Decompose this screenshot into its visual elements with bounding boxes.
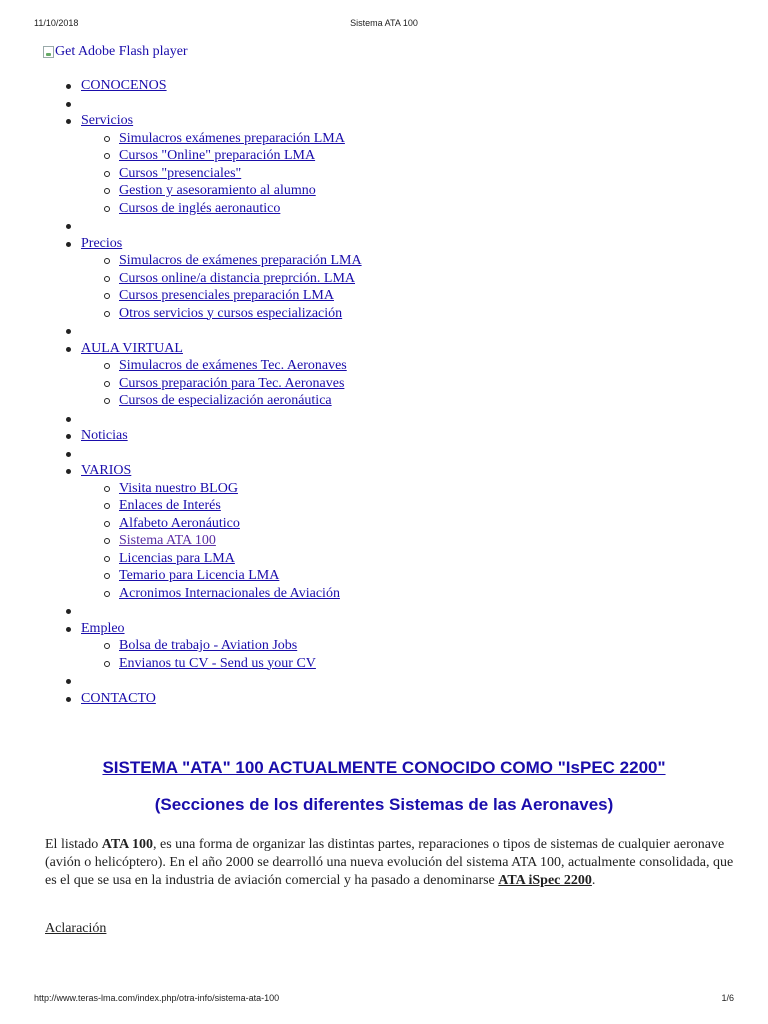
nav-item-empty bbox=[0, 322, 362, 340]
para-prefix: El listado bbox=[45, 837, 102, 852]
nav-item-varios bbox=[0, 462, 362, 602]
submenu-item bbox=[0, 182, 362, 200]
submenu-item bbox=[0, 515, 362, 533]
submenu-link[interactable]: Enlaces de Interés bbox=[119, 498, 221, 513]
broken-image-icon bbox=[43, 46, 54, 58]
submenu-link[interactable]: Acronimos Internacionales de Aviación bbox=[119, 585, 340, 601]
submenu-link[interactable]: Temario para Licencia LMA bbox=[119, 568, 280, 583]
submenu-link[interactable]: Simulacros de exámenes preparación LMA bbox=[119, 253, 362, 268]
flash-player-alt-text: Get Adobe Flash player bbox=[55, 44, 188, 59]
nav-link-noticias[interactable]: Noticias bbox=[81, 428, 128, 443]
submenu-link[interactable]: Licencias para LMA bbox=[119, 550, 235, 566]
nav-item-empty bbox=[0, 410, 362, 428]
submenu-link[interactable]: Cursos de inglés aeronautico bbox=[119, 200, 281, 216]
submenu-item bbox=[0, 550, 362, 568]
nav-item-empty bbox=[0, 602, 362, 620]
submenu-link[interactable]: Visita nuestro BLOG bbox=[119, 480, 238, 496]
flash-player-link[interactable] bbox=[43, 44, 188, 60]
submenu-link[interactable]: Envianos tu CV - Send us your CV bbox=[119, 655, 316, 671]
nav-link-servicios[interactable]: Servicios bbox=[81, 113, 134, 128]
submenu-link[interactable]: Cursos presenciales preparación LMA bbox=[119, 288, 334, 303]
submenu-link-current[interactable]: Sistema ATA 100 bbox=[119, 533, 216, 548]
submenu-link[interactable]: Cursos preparación para Tec. Aeronaves bbox=[119, 375, 345, 391]
print-title: Sistema ATA 100 bbox=[350, 18, 418, 28]
submenu-link[interactable]: Otros servicios y cursos especialización bbox=[119, 305, 343, 321]
submenu-item bbox=[0, 375, 362, 393]
main-nav bbox=[0, 77, 362, 707]
submenu-item bbox=[0, 305, 362, 323]
print-date: 11/10/2018 bbox=[34, 18, 79, 28]
submenu-link[interactable]: Bolsa de trabajo - Aviation Jobs bbox=[119, 638, 298, 653]
submenu-item bbox=[0, 585, 362, 603]
submenu-item bbox=[0, 147, 362, 165]
nav-item-empty bbox=[0, 445, 362, 463]
nav-item-contacto bbox=[0, 690, 362, 708]
submenu-item bbox=[0, 287, 362, 305]
submenu-item bbox=[0, 567, 362, 585]
submenu-item bbox=[0, 655, 362, 673]
page-subtitle: (Secciones de los diferentes Sistemas de las Aeronaves) bbox=[154, 795, 614, 814]
nav-item-empty bbox=[0, 95, 362, 113]
para-bold-ispec: ATA iSpec 2200 bbox=[498, 873, 592, 888]
submenu-link[interactable]: Cursos de especialización aeronáutica bbox=[119, 393, 332, 408]
submenu-servicios bbox=[81, 130, 362, 218]
submenu-varios bbox=[81, 480, 362, 603]
nav-link-varios[interactable]: VARIOS bbox=[81, 463, 132, 478]
nav-item-conocenos bbox=[0, 77, 362, 95]
submenu-link[interactable]: Simulacros exámenes preparación LMA bbox=[119, 130, 345, 146]
submenu-item bbox=[0, 480, 362, 498]
submenu-item bbox=[0, 497, 362, 515]
submenu-aula-virtual bbox=[81, 357, 362, 410]
submenu-precios bbox=[81, 252, 362, 322]
nav-item-empty bbox=[0, 217, 362, 235]
para-suffix: . bbox=[591, 873, 596, 888]
submenu-item bbox=[0, 270, 362, 288]
submenu-item bbox=[0, 637, 362, 655]
nav-link-conocenos[interactable]: CONOCENOS bbox=[81, 78, 167, 93]
submenu-item bbox=[0, 200, 362, 218]
page-title[interactable]: SISTEMA "ATA" 100 ACTUALMENTE CONOCIDO COMO "IsPEC 2200" bbox=[102, 758, 666, 777]
submenu-link[interactable]: Alfabeto Aeronáutico bbox=[119, 515, 240, 531]
nav-link-precios[interactable]: Precios bbox=[81, 235, 123, 251]
nav-item-precios bbox=[0, 235, 362, 323]
submenu-item bbox=[0, 165, 362, 183]
para-bold-ata100: ATA 100 bbox=[101, 837, 153, 852]
nav-item-aula-virtual bbox=[0, 340, 362, 410]
submenu-item-current bbox=[0, 532, 362, 550]
submenu-item bbox=[0, 392, 362, 410]
submenu-link[interactable]: Gestion y asesoramiento al alumno bbox=[119, 183, 316, 198]
nav-link-aula-virtual[interactable]: AULA VIRTUAL bbox=[81, 340, 183, 356]
submenu-item bbox=[0, 130, 362, 148]
submenu-link[interactable]: Simulacros de exámenes Tec. Aeronaves bbox=[119, 358, 347, 373]
nav-link-contacto[interactable]: CONTACTO bbox=[81, 690, 156, 706]
nav-link-empleo[interactable]: Empleo bbox=[81, 620, 125, 636]
intro-paragraph bbox=[45, 836, 735, 890]
submenu-link[interactable]: Cursos "presenciales" bbox=[119, 165, 242, 181]
nav-item-servicios bbox=[0, 112, 362, 217]
submenu-link[interactable]: Cursos online/a distancia preprción. LMA bbox=[119, 270, 356, 286]
submenu-item bbox=[0, 357, 362, 375]
print-page-number: 1/6 bbox=[721, 993, 734, 1003]
submenu-empleo bbox=[81, 637, 362, 672]
submenu-item bbox=[0, 252, 362, 270]
submenu-link[interactable]: Cursos "Online" preparación LMA bbox=[119, 148, 316, 163]
para-middle: , es una forma de organizar las distintas partes, reparaciones o tipos de sistemas de cualquier aeronave (avión o helicóptero). En el año 2000 se dearrolló una nueva evolución del sistema ATA 100, actualmente consolidada, que es el que se usa en la industria de aviación comercial y ha pasado a denominarse bbox=[45, 837, 734, 888]
nav-item-empleo bbox=[0, 620, 362, 673]
nav-item-empty bbox=[0, 672, 362, 690]
print-url: http://www.teras-lma.com/index.php/otra-info/sistema-ata-100 bbox=[34, 993, 280, 1003]
aclaracion-heading: Aclaración bbox=[45, 921, 107, 936]
nav-item-noticias bbox=[0, 427, 362, 445]
